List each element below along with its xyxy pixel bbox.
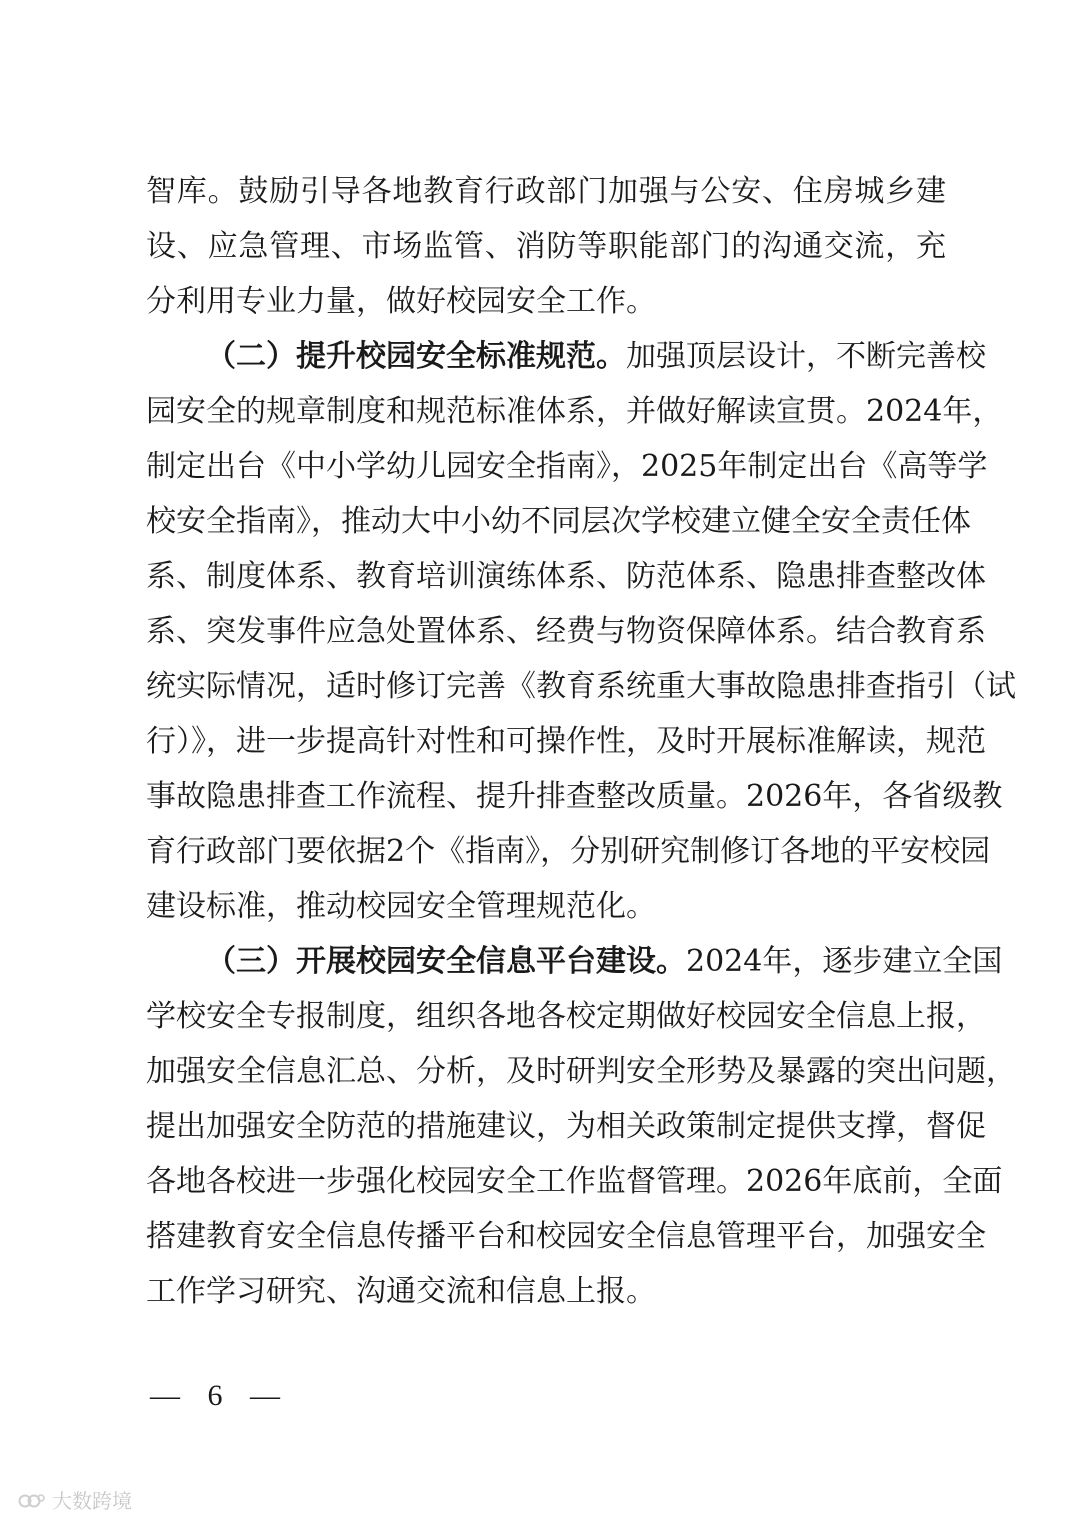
- page-dash-right: —: [250, 1379, 280, 1412]
- text-line: 事故隐患排查工作流程、提升排查整改质量。2026年，各省级教: [146, 779, 1003, 814]
- text-line: 行）》，进一步提高针对性和可操作性，及时开展标准解读，规范: [146, 724, 986, 759]
- text-line: 各地各校进一步强化校园安全工作监督管理。2026年底前，全面: [146, 1164, 1003, 1199]
- text-line: 提出加强安全防范的措施建议，为相关政策制定提供支撑，督促: [146, 1109, 986, 1144]
- watermark-text: 大数跨境: [52, 1489, 132, 1513]
- page-dash-left: —: [150, 1379, 180, 1412]
- text-line: 系、制度体系、教育培训演练体系、防范体系、隐患排查整改体: [146, 559, 986, 594]
- text-line: 智库。鼓励引导各地教育行政部门加强与公安、住房城乡建: [146, 174, 946, 209]
- page-number: 6: [207, 1379, 223, 1412]
- text-line: 分利用专业力量，做好校园安全工作。: [146, 284, 656, 319]
- section-heading: （三）开展校园安全信息平台建设。: [206, 944, 686, 979]
- text-line: 育行政部门要依据2个《指南》，分别研究制修订各地的平安校园: [146, 834, 991, 869]
- text-line: 建设标准，推动校园安全管理规范化。: [146, 889, 656, 924]
- text-line: 工作学习研究、沟通交流和信息上报。: [146, 1274, 656, 1309]
- brand-logo-icon: [18, 1491, 46, 1511]
- text-line: 统实际情况，适时修订完善《教育系统重大事故隐患排查指引（试: [146, 669, 1016, 704]
- text-line: 系、突发事件应急处置体系、经费与物资保障体系。结合教育系: [146, 614, 986, 649]
- section-heading-line: [206, 942, 1003, 982]
- text-line: 学校安全专报制度，组织各地各校定期做好校园安全信息上报，: [146, 999, 986, 1034]
- page-number-footer: [150, 1376, 280, 1416]
- text-line: 制定出台《中小学幼儿园安全指南》，2025年制定出台《高等学: [146, 449, 988, 484]
- section-heading-line: [206, 337, 986, 377]
- text-line: 搭建教育安全信息传播平台和校园安全信息管理平台，加强安全: [146, 1219, 986, 1254]
- text-line: 校安全指南》，推动大中小幼不同层次学校建立健全安全责任体: [146, 504, 971, 539]
- section-heading: （二）提升校园安全标准规范。: [206, 339, 626, 374]
- section-heading-rest: 加强顶层设计，不断完善校: [626, 339, 986, 374]
- text-line: 设、应急管理、市场监管、消防等职能部门的沟通交流，充: [146, 229, 946, 264]
- section-heading-rest: 2024年，逐步建立全国: [686, 944, 1003, 979]
- text-line: 加强安全信息汇总、分析，及时研判安全形势及暴露的突出问题，: [146, 1054, 1016, 1089]
- text-line: 园安全的规章制度和规范标准体系，并做好解读宣贯。2024年，: [146, 394, 1003, 429]
- watermark: [18, 1486, 132, 1516]
